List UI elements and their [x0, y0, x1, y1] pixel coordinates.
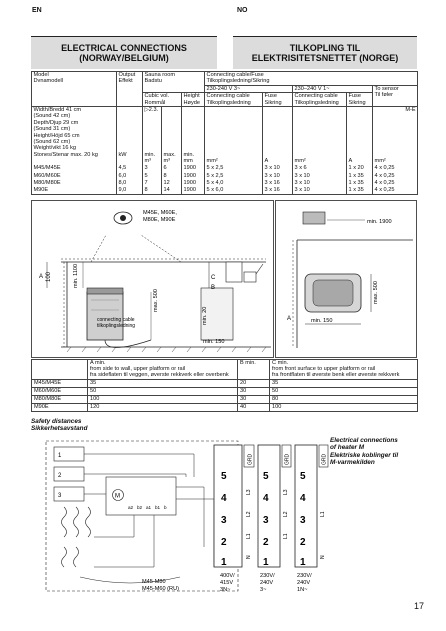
spacer-cell: kW — [117, 107, 143, 159]
dimension-label: min. 20 — [202, 306, 208, 325]
language-tag-en: EN — [32, 7, 42, 14]
table-row: M80/M80E 100 30 80 — [32, 395, 418, 403]
terminal-number: 3 — [221, 515, 227, 526]
col-header-fuse1: Fuse Sikring — [263, 93, 293, 107]
grd-label: GRD — [247, 453, 254, 465]
col-header-model: Model Dvnamodell — [32, 72, 117, 107]
title-line: TILKOPLING TIL — [289, 43, 361, 53]
voltage-label: 400V/ — [220, 573, 235, 579]
spacer-cell — [263, 107, 293, 159]
bucket-icon — [244, 272, 256, 282]
title-line: ELECTRICAL CONNECTIONS — [61, 43, 187, 53]
col-header-sauna: Sauna room Badstu — [143, 72, 205, 93]
dimension-label: C — [211, 275, 216, 281]
phase-label: L2 — [246, 511, 252, 517]
terminal-number: 1 — [221, 557, 227, 568]
spacer-cell — [293, 107, 347, 159]
ref-cell: ▷2.3. min. — [143, 107, 162, 159]
table-row: M90E 120 40 100 — [32, 404, 418, 412]
terminal-number: 3 — [58, 493, 62, 499]
phase-label: N — [320, 555, 326, 559]
dimension-label: min. 150 — [311, 318, 333, 324]
dimension-label: min. 1100 — [73, 263, 79, 288]
col-header-height: Height Høyde — [182, 93, 205, 107]
voltage-label: 240V — [260, 580, 274, 586]
col-header-c: C min. from front surface to upper platform or rail fra frontflaten til øverste benk eller øverste rekkverk — [270, 360, 418, 380]
specification-table — [31, 71, 418, 195]
col-header-conn1: Connecting cable Tilkoplingsledning — [205, 93, 263, 107]
terminal-block-230v-1 — [295, 445, 328, 593]
phase-label: L2 — [283, 511, 289, 517]
phase-label: L3 — [283, 489, 289, 495]
terminal-number: 3 — [300, 515, 306, 526]
safety-distances-caption: Safety distances Sikkerhetsavstand — [31, 418, 88, 433]
cable-label: tilkoplingsledning — [97, 323, 136, 329]
spacer-cell: max. — [162, 107, 182, 159]
col-header-sensor: To sensor Til føler — [373, 85, 418, 106]
dimensions-cell: Width/Bredd 41 cm (Sound 42 cm) Depth/Djup 29 cm (Sound 31 cm) Height/Höjd 65 cm (Sound 62 cm) Weight/vikt 16 kg Stones/Stenar max. 20 kg — [32, 107, 117, 159]
relay-label: a2 — [128, 505, 134, 510]
col-header-conn2: Connecting cable Tilkoplingsledning — [293, 93, 347, 107]
terminal-number: 4 — [221, 493, 227, 504]
motor-label: M — [115, 493, 120, 500]
terminal-block-small — [54, 447, 84, 501]
col-header-fuse2: Fuse Sikring — [347, 93, 373, 107]
model-label: M45-M60 (RU) — [142, 586, 179, 592]
units-row: m³ m³ mm mm² A mm² A mm² — [32, 158, 418, 165]
terminal-number: 1 — [263, 557, 269, 568]
installation-diagram-top — [275, 200, 417, 358]
table-row: M45/M45E 35 20 35 — [32, 379, 418, 387]
dimension-label: max. 500 — [153, 288, 159, 312]
dimension-label: min. 1900 — [367, 219, 392, 225]
terminal-number: 4 — [300, 493, 306, 504]
voltage-label: 230V/ — [260, 573, 275, 579]
terminal-number: 2 — [263, 537, 269, 548]
voltage-label: 230V/ — [297, 573, 312, 579]
terminal-number: 5 — [221, 471, 227, 482]
col-header-cable: Connecting cable/Fuse Tilkoplingsledning/Sikring — [205, 72, 418, 86]
models-label: M80E, M90E — [143, 217, 176, 223]
section-title-no — [233, 36, 417, 69]
section-title-en — [31, 36, 217, 69]
sensor-note: M-E — [373, 107, 418, 159]
installation-diagram-side — [31, 200, 274, 358]
table-row: M60/M60E 50 30 50 — [32, 387, 418, 395]
table-row: M80/M80E 8,0 7 12 1900 5 x 4,0 3 x 16 3 x 10 1 x 35 4 x 0,25 — [32, 180, 418, 187]
col-header-output: Output Effekt — [117, 72, 143, 107]
col-header-b: B min. — [238, 360, 270, 380]
col-header-v3: 230-240 V 3~ — [205, 85, 293, 92]
safety-distances-table — [31, 359, 418, 412]
language-tag-no: NO — [237, 7, 248, 14]
table-row: M45/M45E 4,5 3 6 1900 5 x 2,5 3 x 10 3 x 6 1 x 20 4 x 0,25 — [32, 165, 418, 172]
wiring-diagram — [44, 437, 329, 595]
dimension-label: A — [39, 274, 44, 280]
voltage-label: 1N~ — [297, 587, 308, 593]
relay-label: b — [164, 505, 167, 510]
model-label: M45-M80 — [142, 579, 166, 585]
spacer-cell — [347, 107, 373, 159]
voltage-label: 415V — [220, 580, 234, 586]
heater-top-icon — [303, 212, 325, 224]
terminal-number: 2 — [58, 473, 62, 479]
phase-label: L1 — [320, 511, 326, 517]
table-row: M90E 9,0 8 14 1900 5 x 6,0 3 x 16 3 x 10 1 x 35 4 x 0,25 — [32, 187, 418, 195]
dimension-label: 100 — [46, 271, 52, 282]
grd-label: GRD — [284, 453, 291, 465]
col-header-v1: 230–240 V 1~ — [293, 85, 373, 92]
title-line: (NORWAY/BELGIUM) — [79, 53, 169, 63]
dimension-label: B — [211, 285, 216, 291]
col-header-a: A min. from side to wall, upper platform or rail fra sideflaten til veggen, øverste rekkverk eller overbenk — [88, 360, 238, 380]
relay-label: b2 — [137, 505, 143, 510]
models-label: M45E, M60E, — [143, 210, 177, 216]
phase-label: L1 — [246, 533, 252, 539]
grd-label: GRD — [321, 453, 328, 465]
terminal-block-230v-3 — [258, 445, 291, 593]
terminal-number: 5 — [263, 471, 269, 482]
terminal-block-400v — [214, 445, 254, 593]
terminal-number: 2 — [221, 537, 227, 548]
terminal-number: 3 — [263, 515, 269, 526]
spacer-cell — [205, 107, 263, 159]
terminal-number: 4 — [263, 493, 269, 504]
voltage-label: 3~ — [260, 587, 267, 593]
phase-label: L1 — [283, 533, 289, 539]
phase-label: N — [246, 555, 252, 559]
spacer-cell: min. — [182, 107, 205, 159]
voltage-label: 3N~ — [220, 587, 231, 593]
page-number: 17 — [413, 601, 424, 611]
wiring-caption: Electrical connections of heater M Elektriske koblinger til M-varmekilden — [330, 437, 399, 467]
terminal-number: 1 — [58, 453, 62, 459]
col-header-cubic: Cubic vol. Rommål — [143, 93, 182, 107]
relay-label: a1 — [146, 505, 152, 510]
dimension-label: A — [287, 316, 292, 322]
terminal-number: 5 — [300, 471, 306, 482]
table-row: M60/M60E 6,0 5 8 1900 5 x 2,5 3 x 10 3 x 10 1 x 35 4 x 0,25 — [32, 173, 418, 180]
terminal-number: 2 — [300, 537, 306, 548]
relay-label: b1 — [155, 505, 161, 510]
heater-icon — [87, 292, 123, 340]
col-header-empty — [32, 360, 88, 380]
voltage-label: 240V — [297, 580, 311, 586]
title-line: ELEKTRISITETSNETTET (NORGE) — [251, 53, 399, 63]
dimension-label: min. 150 — [203, 339, 225, 345]
phase-label: L3 — [246, 489, 252, 495]
terminal-number: 1 — [300, 557, 306, 568]
dimension-label: max. 500 — [373, 280, 379, 304]
cable-label: connecting cable — [97, 317, 135, 323]
